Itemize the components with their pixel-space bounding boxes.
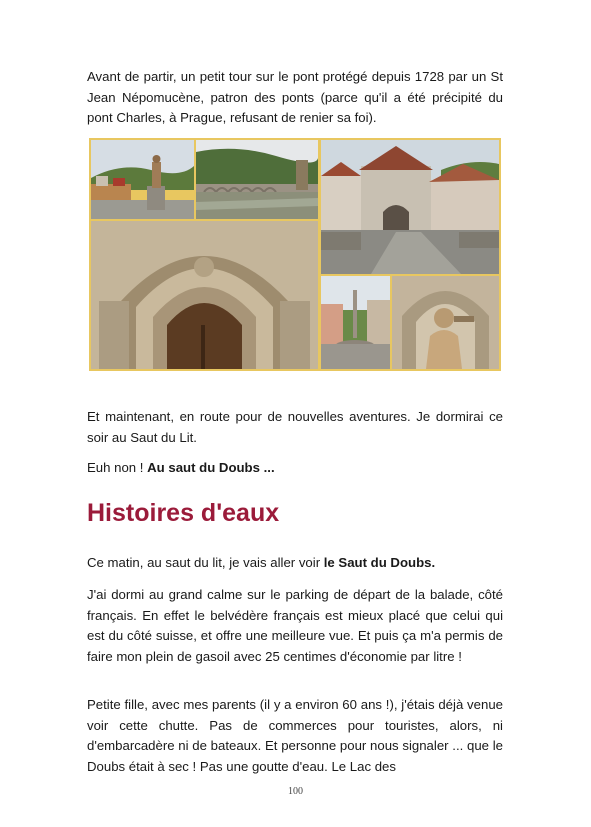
photo-fountain-square: [321, 276, 390, 369]
photo-arch-doorway: [91, 221, 318, 369]
page-number: 100: [288, 786, 303, 797]
morning-bold: le Saut du Doubs.: [323, 555, 436, 570]
photo-town-gate: [321, 140, 499, 274]
childhood-paragraph: Petite fille, avec mes parents (il y a environ 60 ans !), j'étais déjà venue voir cette chutte. Pas de commerces pour touristes, alors, ni d'embarcadère ni de bateaux. Et personne pour nous signaler ... que le Doubs était à sec ! Pas une goutte d'eau. Le Lac des: [87, 697, 503, 774]
morning-paragraph: [87, 553, 503, 574]
correction-prefix: Euh non !: [87, 460, 148, 475]
correction-bold: Au saut du Doubs ...: [147, 460, 275, 475]
photo-statue-bridge: [91, 140, 194, 219]
photo-collage: [89, 138, 501, 371]
section-heading: Histoires d'eaux: [87, 499, 280, 527]
morning-prefix: Ce matin, au saut du lit, je vais aller voir: [87, 555, 324, 570]
photo-carved-statue: [392, 276, 499, 369]
parking-paragraph: J'ai dormi au grand calme sur le parking de départ de la balade, côté français. En effet le belvédère français est mieux placé que celui qui est du côté suisse, et offre une meilleure vue. Et puis ça m'a permis de faire mon plein de gasoil avec 25 centimes d'économie par litre !: [87, 587, 503, 664]
route-paragraph: Et maintenant, en route pour de nouvelles aventures. Je dormirai ce soir au Saut du Lit.: [87, 409, 503, 445]
correction-paragraph: [87, 458, 503, 479]
intro-paragraph: Avant de partir, un petit tour sur le pont protégé depuis 1728 par un St Jean Népomucène, patron des ponts (parce qu'il a été précipité du pont Charles, à Prague, refusant de renier sa foi).: [87, 69, 503, 125]
photo-river-bridge: [196, 140, 318, 219]
